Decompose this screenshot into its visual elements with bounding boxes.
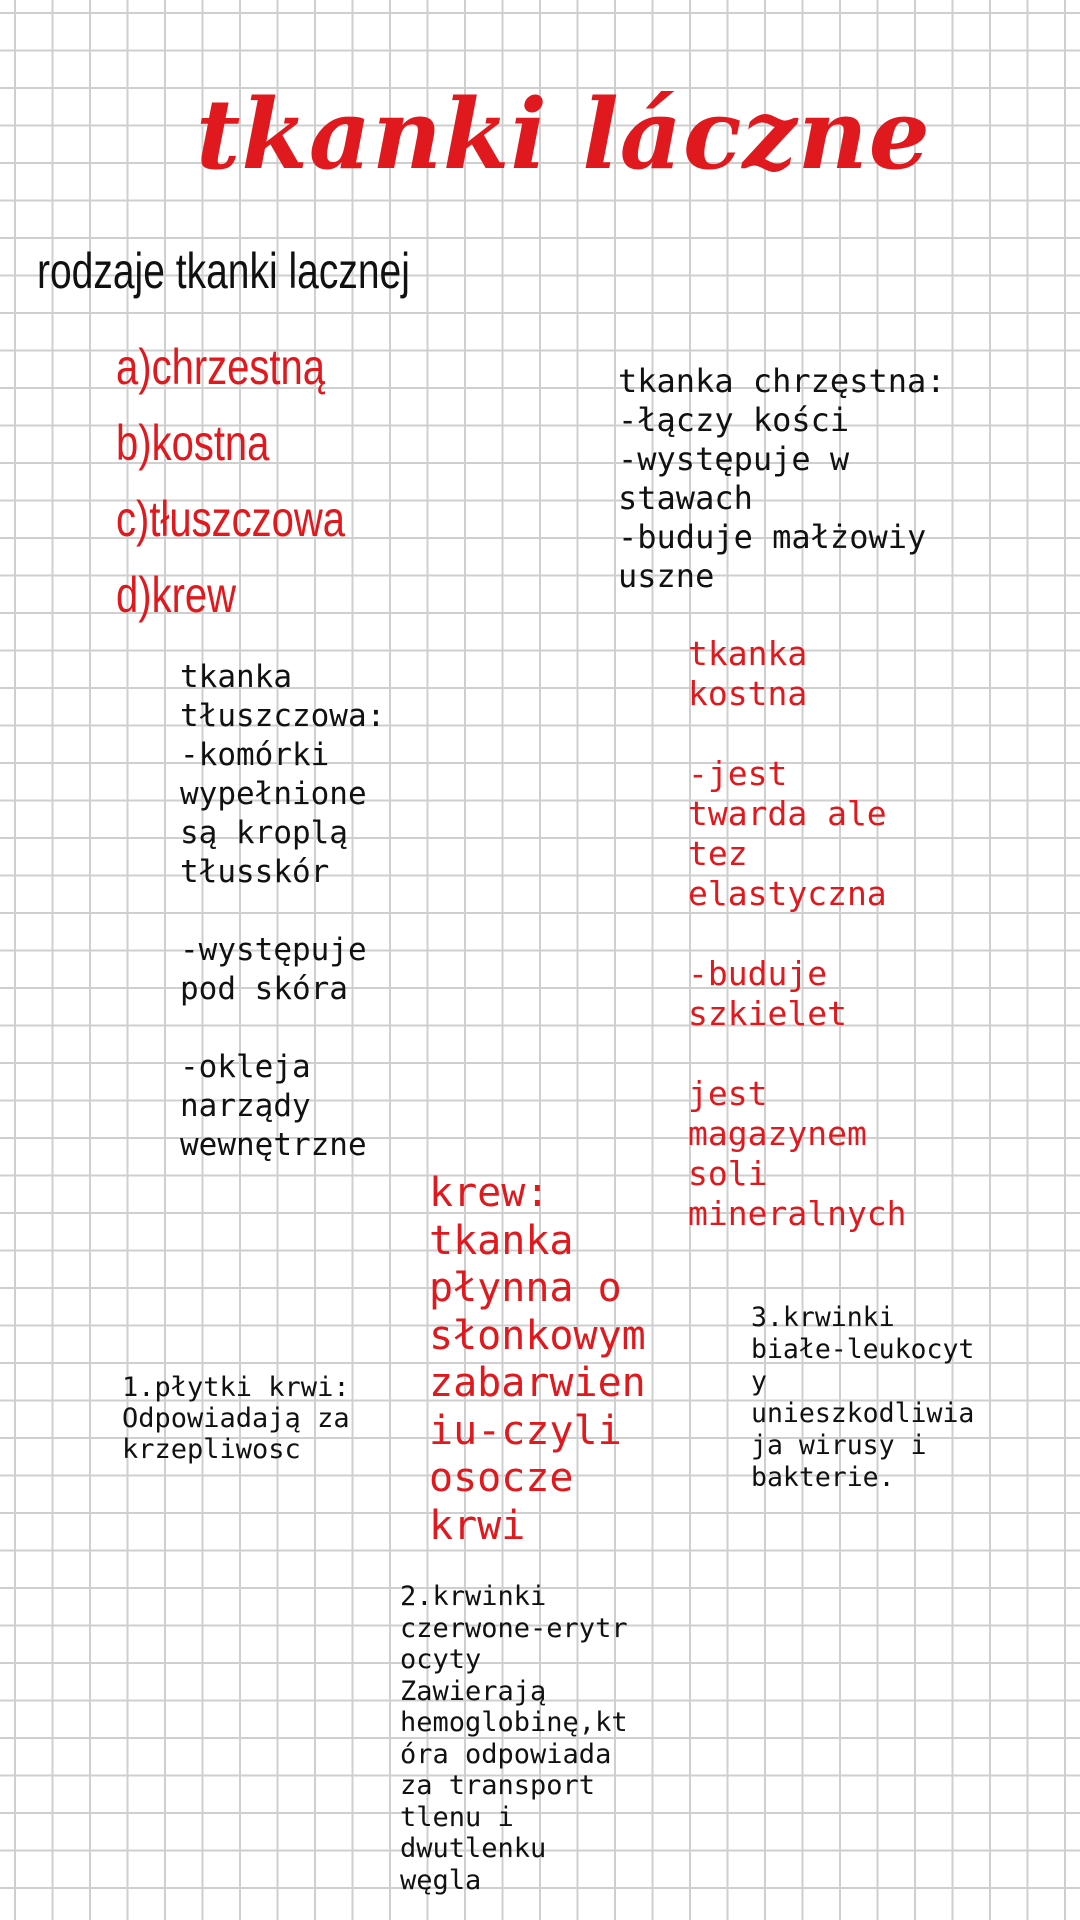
list-item: a)chrzestną [116,339,325,395]
page-title: tkanki láczne [196,78,931,191]
bone-note: tkanka kostna -jest twarda ale tez elastyczna -buduje szkielet jest magazynem soli mineralnych [688,634,907,1233]
adipose-note: tkanka tłuszczowa: -komórki wypełnione są kroplą tłusskór -występuje pod skóra -okleja narządy wewnętrzne [180,659,386,1163]
list-item: c)tłuszczowa [116,491,345,547]
list-item: b)kostna [116,415,270,471]
cartilage-note: tkanka chrzęstna: -łączy kości -występuje w stawach -buduje małżowiy uszne [618,362,946,595]
white-cells-note: 3.krwinki białe-leukocyt y unieszkodliwia ja wirusy i bakterie. [751,1302,975,1493]
red-cells-note: 2.krwinki czerwone-erytr ocyty Zawierają hemoglobinę,kt óra odpowiada za transport tlenu i dwutlenku węgla [400,1581,628,1896]
blood-note: krew: tkanka płynna o słonkowym zabarwien iu-czyli osocze krwi [429,1170,646,1549]
list-item: d)krew [116,567,237,623]
subtitle: rodzaje tkanki lacznej [37,243,410,299]
platelets-note: 1.płytki krwi: Odpowiadają za krzepliwosc [122,1372,350,1465]
tissue-types-list [116,335,345,639]
